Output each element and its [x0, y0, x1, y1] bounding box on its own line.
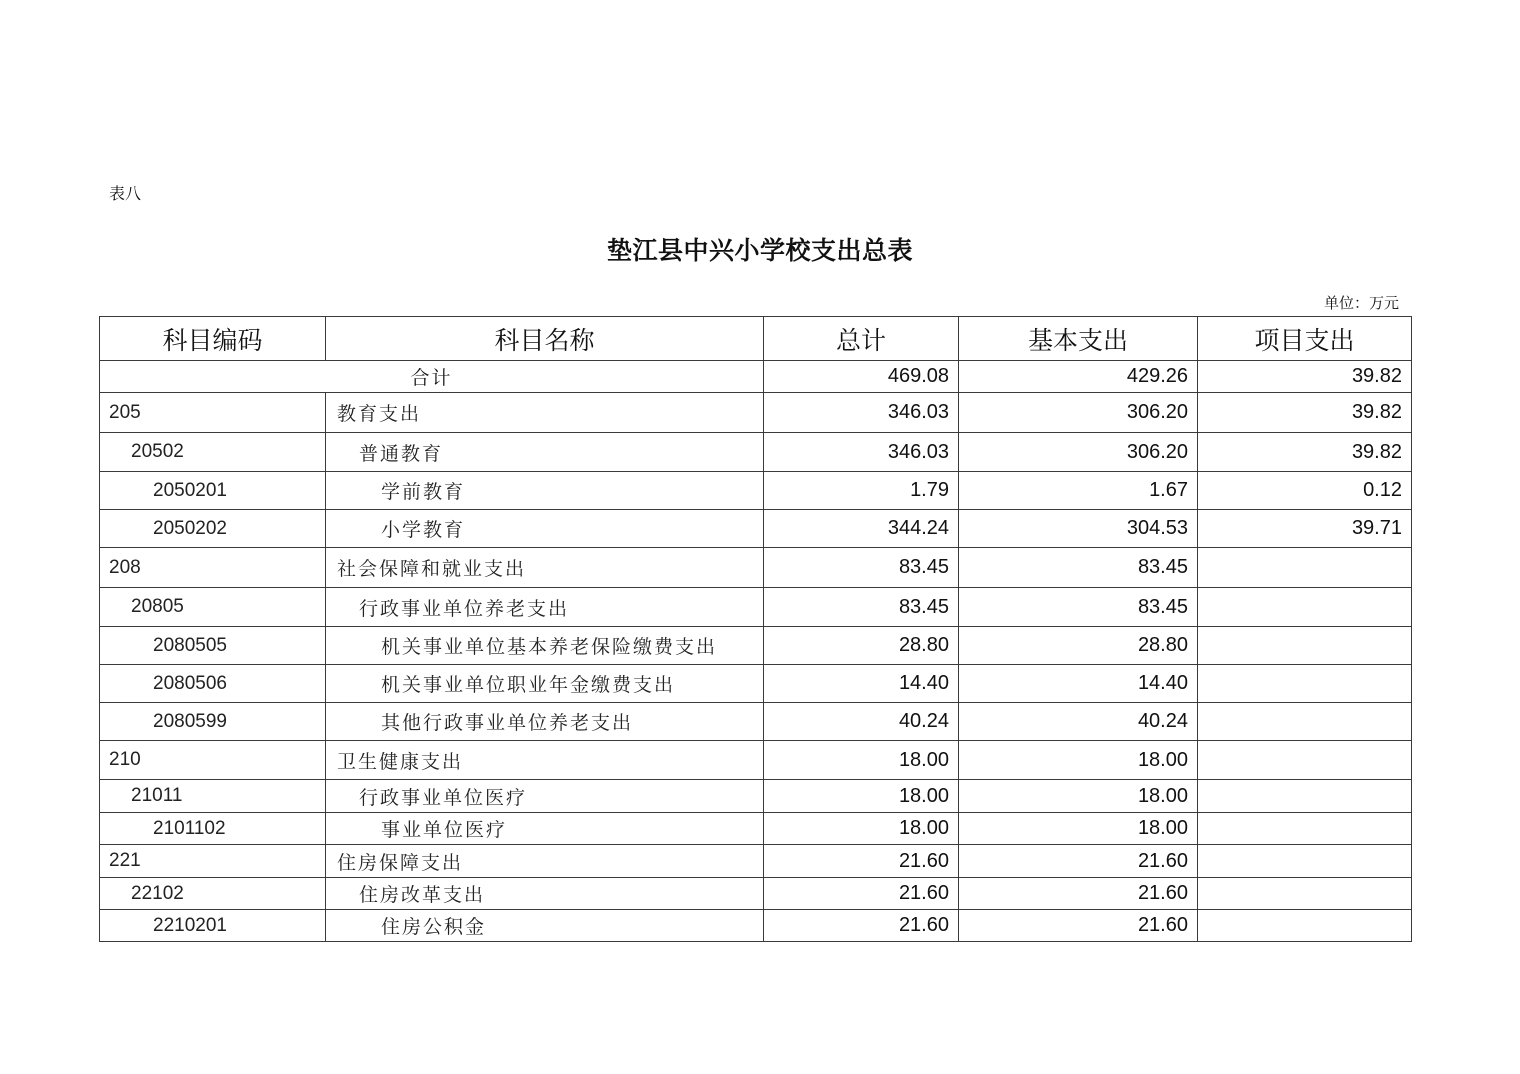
row-total: 346.03: [764, 433, 959, 472]
row-name: 住房改革支出: [326, 878, 764, 910]
row-name: 其他行政事业单位养老支出: [326, 703, 764, 741]
row-project: 39.71: [1198, 510, 1412, 548]
row-basic: 28.80: [959, 627, 1198, 665]
row-basic: 304.53: [959, 510, 1198, 548]
table-row: [100, 627, 1412, 665]
page-title: 垫江县中兴小学校支出总表: [606, 236, 913, 265]
header-code: 科目编码: [100, 317, 326, 361]
row-code: 208: [100, 548, 326, 588]
row-code: 221: [100, 845, 326, 878]
table-row: [100, 393, 1412, 433]
row-basic: 306.20: [959, 393, 1198, 433]
row-project: [1198, 910, 1412, 942]
sum-total: 469.08: [764, 361, 959, 393]
row-code: 2050201: [100, 472, 326, 510]
table-row: [100, 878, 1412, 910]
row-total: 21.60: [764, 845, 959, 878]
row-code: 21011: [100, 780, 326, 813]
row-project: [1198, 741, 1412, 780]
row-basic: 306.20: [959, 433, 1198, 472]
row-total: 344.24: [764, 510, 959, 548]
table-header-row: [100, 317, 1412, 361]
row-project: 39.82: [1198, 393, 1412, 433]
row-name: 小学教育: [326, 510, 764, 548]
row-basic: 14.40: [959, 665, 1198, 703]
row-name: 机关事业单位基本养老保险缴费支出: [326, 627, 764, 665]
header-basic: 基本支出: [959, 317, 1198, 361]
row-name: 普通教育: [326, 433, 764, 472]
row-name: 行政事业单位医疗: [326, 780, 764, 813]
sum-label: 合计: [100, 361, 764, 393]
table-row: [100, 433, 1412, 472]
row-project: 0.12: [1198, 472, 1412, 510]
row-code: 2080505: [100, 627, 326, 665]
row-code: 22102: [100, 878, 326, 910]
row-code: 20805: [100, 588, 326, 627]
row-project: [1198, 813, 1412, 845]
row-basic: 83.45: [959, 548, 1198, 588]
table-row: [100, 665, 1412, 703]
row-total: 21.60: [764, 910, 959, 942]
row-total: 1.79: [764, 472, 959, 510]
row-total: 21.60: [764, 878, 959, 910]
table-row: [100, 910, 1412, 942]
sum-row: [100, 361, 1412, 393]
row-project: [1198, 878, 1412, 910]
table-number-label: 表八: [109, 184, 142, 203]
row-total: 40.24: [764, 703, 959, 741]
row-code: 210: [100, 741, 326, 780]
header-project: 项目支出: [1198, 317, 1412, 361]
row-total: 18.00: [764, 780, 959, 813]
row-project: [1198, 548, 1412, 588]
header-name: 科目名称: [326, 317, 764, 361]
sum-basic: 429.26: [959, 361, 1198, 393]
row-name: 行政事业单位养老支出: [326, 588, 764, 627]
row-total: 83.45: [764, 548, 959, 588]
row-total: 18.00: [764, 813, 959, 845]
row-project: [1198, 845, 1412, 878]
table-row: [100, 588, 1412, 627]
row-code: 2080506: [100, 665, 326, 703]
row-basic: 40.24: [959, 703, 1198, 741]
row-total: 346.03: [764, 393, 959, 433]
row-total: 28.80: [764, 627, 959, 665]
row-name: 教育支出: [326, 393, 764, 433]
row-basic: 18.00: [959, 741, 1198, 780]
row-name: 机关事业单位职业年金缴费支出: [326, 665, 764, 703]
row-project: [1198, 703, 1412, 741]
row-total: 18.00: [764, 741, 959, 780]
row-project: [1198, 665, 1412, 703]
table-row: [100, 780, 1412, 813]
table-row: [100, 472, 1412, 510]
table-row: [100, 510, 1412, 548]
row-code: 2080599: [100, 703, 326, 741]
table-row: [100, 548, 1412, 588]
sum-project: 39.82: [1198, 361, 1412, 393]
row-basic: 1.67: [959, 472, 1198, 510]
row-project: [1198, 627, 1412, 665]
table-row: [100, 703, 1412, 741]
header-total: 总计: [764, 317, 959, 361]
row-name: 住房保障支出: [326, 845, 764, 878]
row-total: 83.45: [764, 588, 959, 627]
row-name: 卫生健康支出: [326, 741, 764, 780]
row-code: 20502: [100, 433, 326, 472]
row-basic: 21.60: [959, 845, 1198, 878]
row-name: 学前教育: [326, 472, 764, 510]
unit-label: 单位：万元: [1323, 294, 1399, 312]
row-project: 39.82: [1198, 433, 1412, 472]
row-basic: 18.00: [959, 813, 1198, 845]
row-project: [1198, 780, 1412, 813]
row-code: 2050202: [100, 510, 326, 548]
expenditure-table: [99, 316, 1412, 942]
row-basic: 21.60: [959, 878, 1198, 910]
row-code: 2210201: [100, 910, 326, 942]
table-row: [100, 813, 1412, 845]
table-row: [100, 741, 1412, 780]
row-basic: 18.00: [959, 780, 1198, 813]
row-name: 社会保障和就业支出: [326, 548, 764, 588]
row-project: [1198, 588, 1412, 627]
table-row: [100, 845, 1412, 878]
row-basic: 21.60: [959, 910, 1198, 942]
row-name: 事业单位医疗: [326, 813, 764, 845]
row-code: 205: [100, 393, 326, 433]
row-basic: 83.45: [959, 588, 1198, 627]
row-total: 14.40: [764, 665, 959, 703]
row-code: 2101102: [100, 813, 326, 845]
row-name: 住房公积金: [326, 910, 764, 942]
